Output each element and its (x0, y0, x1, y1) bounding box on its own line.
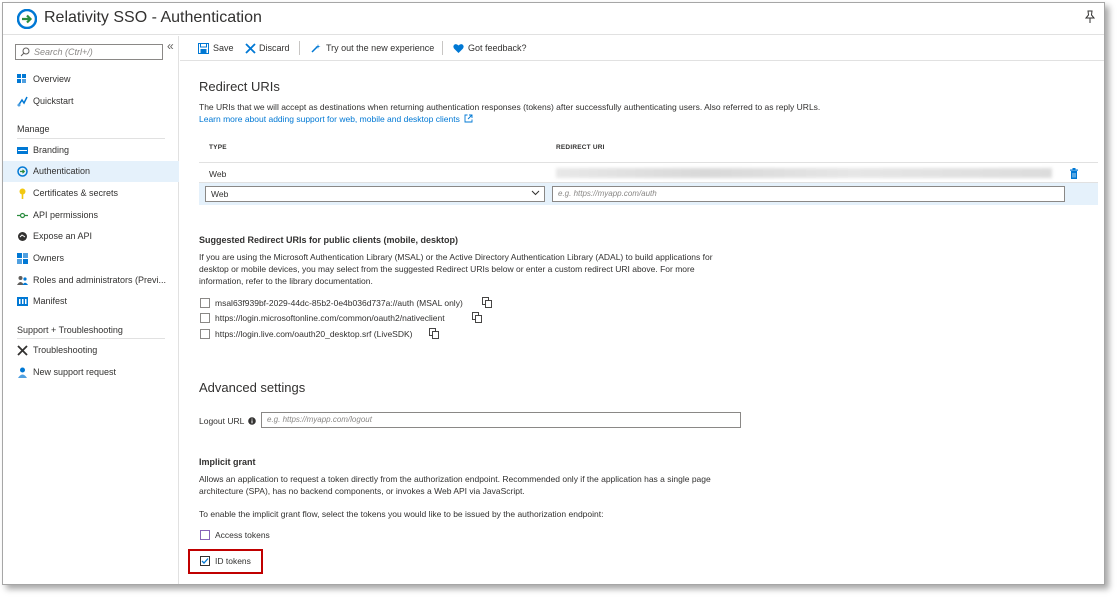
command-bar (180, 36, 1105, 61)
implicit-grant-heading: Implicit grant (199, 457, 256, 467)
save-button[interactable]: Save (213, 43, 234, 53)
implicit-grant-instruction: To enable the implicit grant flow, select the tokens you would like to be issued by the authorization endpoint: (199, 509, 604, 519)
main-content (180, 62, 1105, 585)
implicit-grant-description: Allows an application to request a token directly from the authorization endpoint. Recommended only if the application has a single page (199, 474, 711, 484)
learn-more-link[interactable] (199, 113, 473, 125)
app-window (2, 2, 1105, 585)
access-tokens-label: Access tokens (215, 530, 270, 540)
redirect-uris-description: The URIs that we will accept as destinations when returning authentication responses (tokens) after successfully authenticating users. Also referred to as reply URLs. (199, 102, 821, 112)
sidebar-item-overview[interactable] (3, 69, 179, 90)
section-manage: Manage (17, 124, 50, 134)
sidebar-item-new-support-request[interactable] (3, 362, 179, 383)
info-icon (248, 417, 256, 425)
delete-icon[interactable] (1069, 168, 1079, 179)
sidebar-item-label: Authentication (33, 166, 91, 176)
sidebar-item-label: Branding (33, 145, 70, 155)
manifest-icon (17, 296, 28, 307)
sidebar-item-label: Troubleshooting (33, 345, 98, 355)
access-tokens-checkbox[interactable] (200, 530, 210, 540)
table-row-new (199, 183, 1098, 205)
suggested-uri-checkbox[interactable] (200, 298, 210, 308)
advanced-settings-heading: Advanced settings (199, 380, 306, 395)
discard-button[interactable]: Discard (259, 43, 290, 53)
external-link-icon (464, 114, 473, 123)
divider (17, 338, 165, 339)
sidebar (3, 36, 179, 585)
sidebar-item-troubleshooting[interactable] (3, 340, 179, 361)
try-new-experience-button[interactable]: Try out the new experience (326, 43, 435, 53)
window-title: Relativity SSO - Authentication (44, 9, 262, 26)
suggested-description-line: desktop or mobile devices, you may select from the suggested Redirect URIs below or enter a custom redirect URI above. For more (199, 264, 695, 274)
id-tokens-checkbox[interactable] (200, 556, 210, 566)
toolbar-separator (299, 41, 300, 55)
input-placeholder: e.g. https://myapp.com/auth (558, 189, 657, 198)
search-placeholder: Search (Ctrl+/) (34, 47, 93, 57)
pin-icon[interactable] (1084, 10, 1096, 24)
collapse-sidebar-icon[interactable]: « (167, 39, 174, 53)
roles-icon (17, 275, 28, 286)
heart-icon (453, 43, 464, 54)
section-support: Support + Troubleshooting (17, 325, 123, 335)
suggested-uri-checkbox[interactable] (200, 329, 210, 339)
api-permissions-icon (17, 210, 28, 221)
owners-icon (17, 253, 28, 264)
sidebar-item-roles[interactable] (3, 270, 179, 291)
sidebar-item-certificates[interactable] (3, 183, 179, 204)
divider (17, 138, 165, 139)
logout-url-text: Logout URL (199, 416, 245, 426)
sidebar-item-label: API permissions (33, 210, 99, 220)
sidebar-item-label: Certificates & secrets (33, 188, 119, 198)
sidebar-item-expose-api[interactable] (3, 226, 179, 247)
id-tokens-label: ID tokens (215, 556, 251, 566)
suggested-description-line: If you are using the Microsoft Authentication Library (MSAL) or the Active Directory Authentication Library (ADAL) to build applications for (199, 252, 713, 262)
chevron-down-icon (531, 188, 540, 197)
dropdown-value: Web (211, 189, 229, 199)
logout-url-input[interactable] (261, 412, 741, 428)
feedback-button[interactable]: Got feedback? (468, 43, 527, 53)
sidebar-item-branding[interactable] (3, 140, 179, 161)
wrench-icon (17, 345, 28, 356)
checkmark-icon (201, 557, 209, 565)
app-registration-logo-icon (17, 9, 37, 29)
suggested-uri-label: msal63f939bf-2029-44dc-85b2-0e4b036d737a://auth (MSAL only) (215, 298, 463, 308)
sidebar-item-api-permissions[interactable] (3, 205, 179, 226)
implicit-grant-description: architecture (SPA), has no backend components, or invokes a Web API via JavaScript. (199, 486, 525, 496)
row-type: Web (209, 169, 227, 179)
title-bar (3, 3, 1104, 35)
key-icon (17, 188, 28, 199)
try-new-experience-icon (311, 43, 322, 54)
authentication-icon (17, 166, 28, 177)
sidebar-item-manifest[interactable] (3, 291, 179, 312)
suggested-uri-checkbox[interactable] (200, 313, 210, 323)
redirect-uris-heading: Redirect URIs (199, 79, 280, 94)
sidebar-item-label: Quickstart (33, 96, 74, 106)
overview-icon (17, 74, 28, 85)
sidebar-item-label: Manifest (33, 296, 68, 306)
type-dropdown[interactable] (205, 186, 545, 202)
table-row (199, 162, 1098, 183)
cloud-icon (17, 231, 28, 242)
redacted-redirect-uri (556, 168, 1052, 178)
sidebar-item-authentication[interactable] (3, 161, 179, 182)
save-icon (198, 43, 209, 54)
search-icon (20, 47, 30, 57)
sidebar-item-owners[interactable] (3, 248, 179, 269)
column-header-type: TYPE (209, 144, 227, 151)
sidebar-item-quickstart[interactable] (3, 91, 179, 112)
support-request-icon (17, 367, 28, 378)
copy-icon[interactable] (482, 297, 492, 308)
sidebar-item-label: Overview (33, 74, 71, 84)
sidebar-item-label: New support request (33, 367, 117, 377)
redirect-uri-input[interactable] (552, 186, 1065, 202)
copy-icon[interactable] (429, 328, 439, 339)
quickstart-icon (17, 96, 28, 107)
toolbar-separator (442, 41, 443, 55)
copy-icon[interactable] (472, 312, 482, 323)
search-input[interactable] (15, 44, 163, 60)
suggested-heading: Suggested Redirect URIs for public clients (mobile, desktop) (199, 235, 459, 245)
suggested-uri-label: https://login.live.com/oauth20_desktop.srf (LiveSDK) (215, 329, 413, 339)
suggested-uri-label: https://login.microsoftonline.com/common/oauth2/nativeclient (215, 313, 445, 323)
suggested-description-line: information, refer to the library documentation. (199, 276, 373, 286)
sidebar-item-label: Roles and administrators (Previ... (33, 275, 167, 285)
learn-more-text: Learn more about adding support for web, mobile and desktop clients (199, 114, 460, 124)
logout-url-label (199, 415, 256, 427)
column-header-redirect-uri: REDIRECT URI (556, 144, 605, 151)
branding-icon (17, 145, 28, 156)
input-placeholder: e.g. https://myapp.com/logout (267, 415, 372, 424)
sidebar-item-label: Owners (33, 253, 65, 263)
discard-icon (245, 43, 256, 54)
sidebar-item-label: Expose an API (33, 231, 93, 241)
